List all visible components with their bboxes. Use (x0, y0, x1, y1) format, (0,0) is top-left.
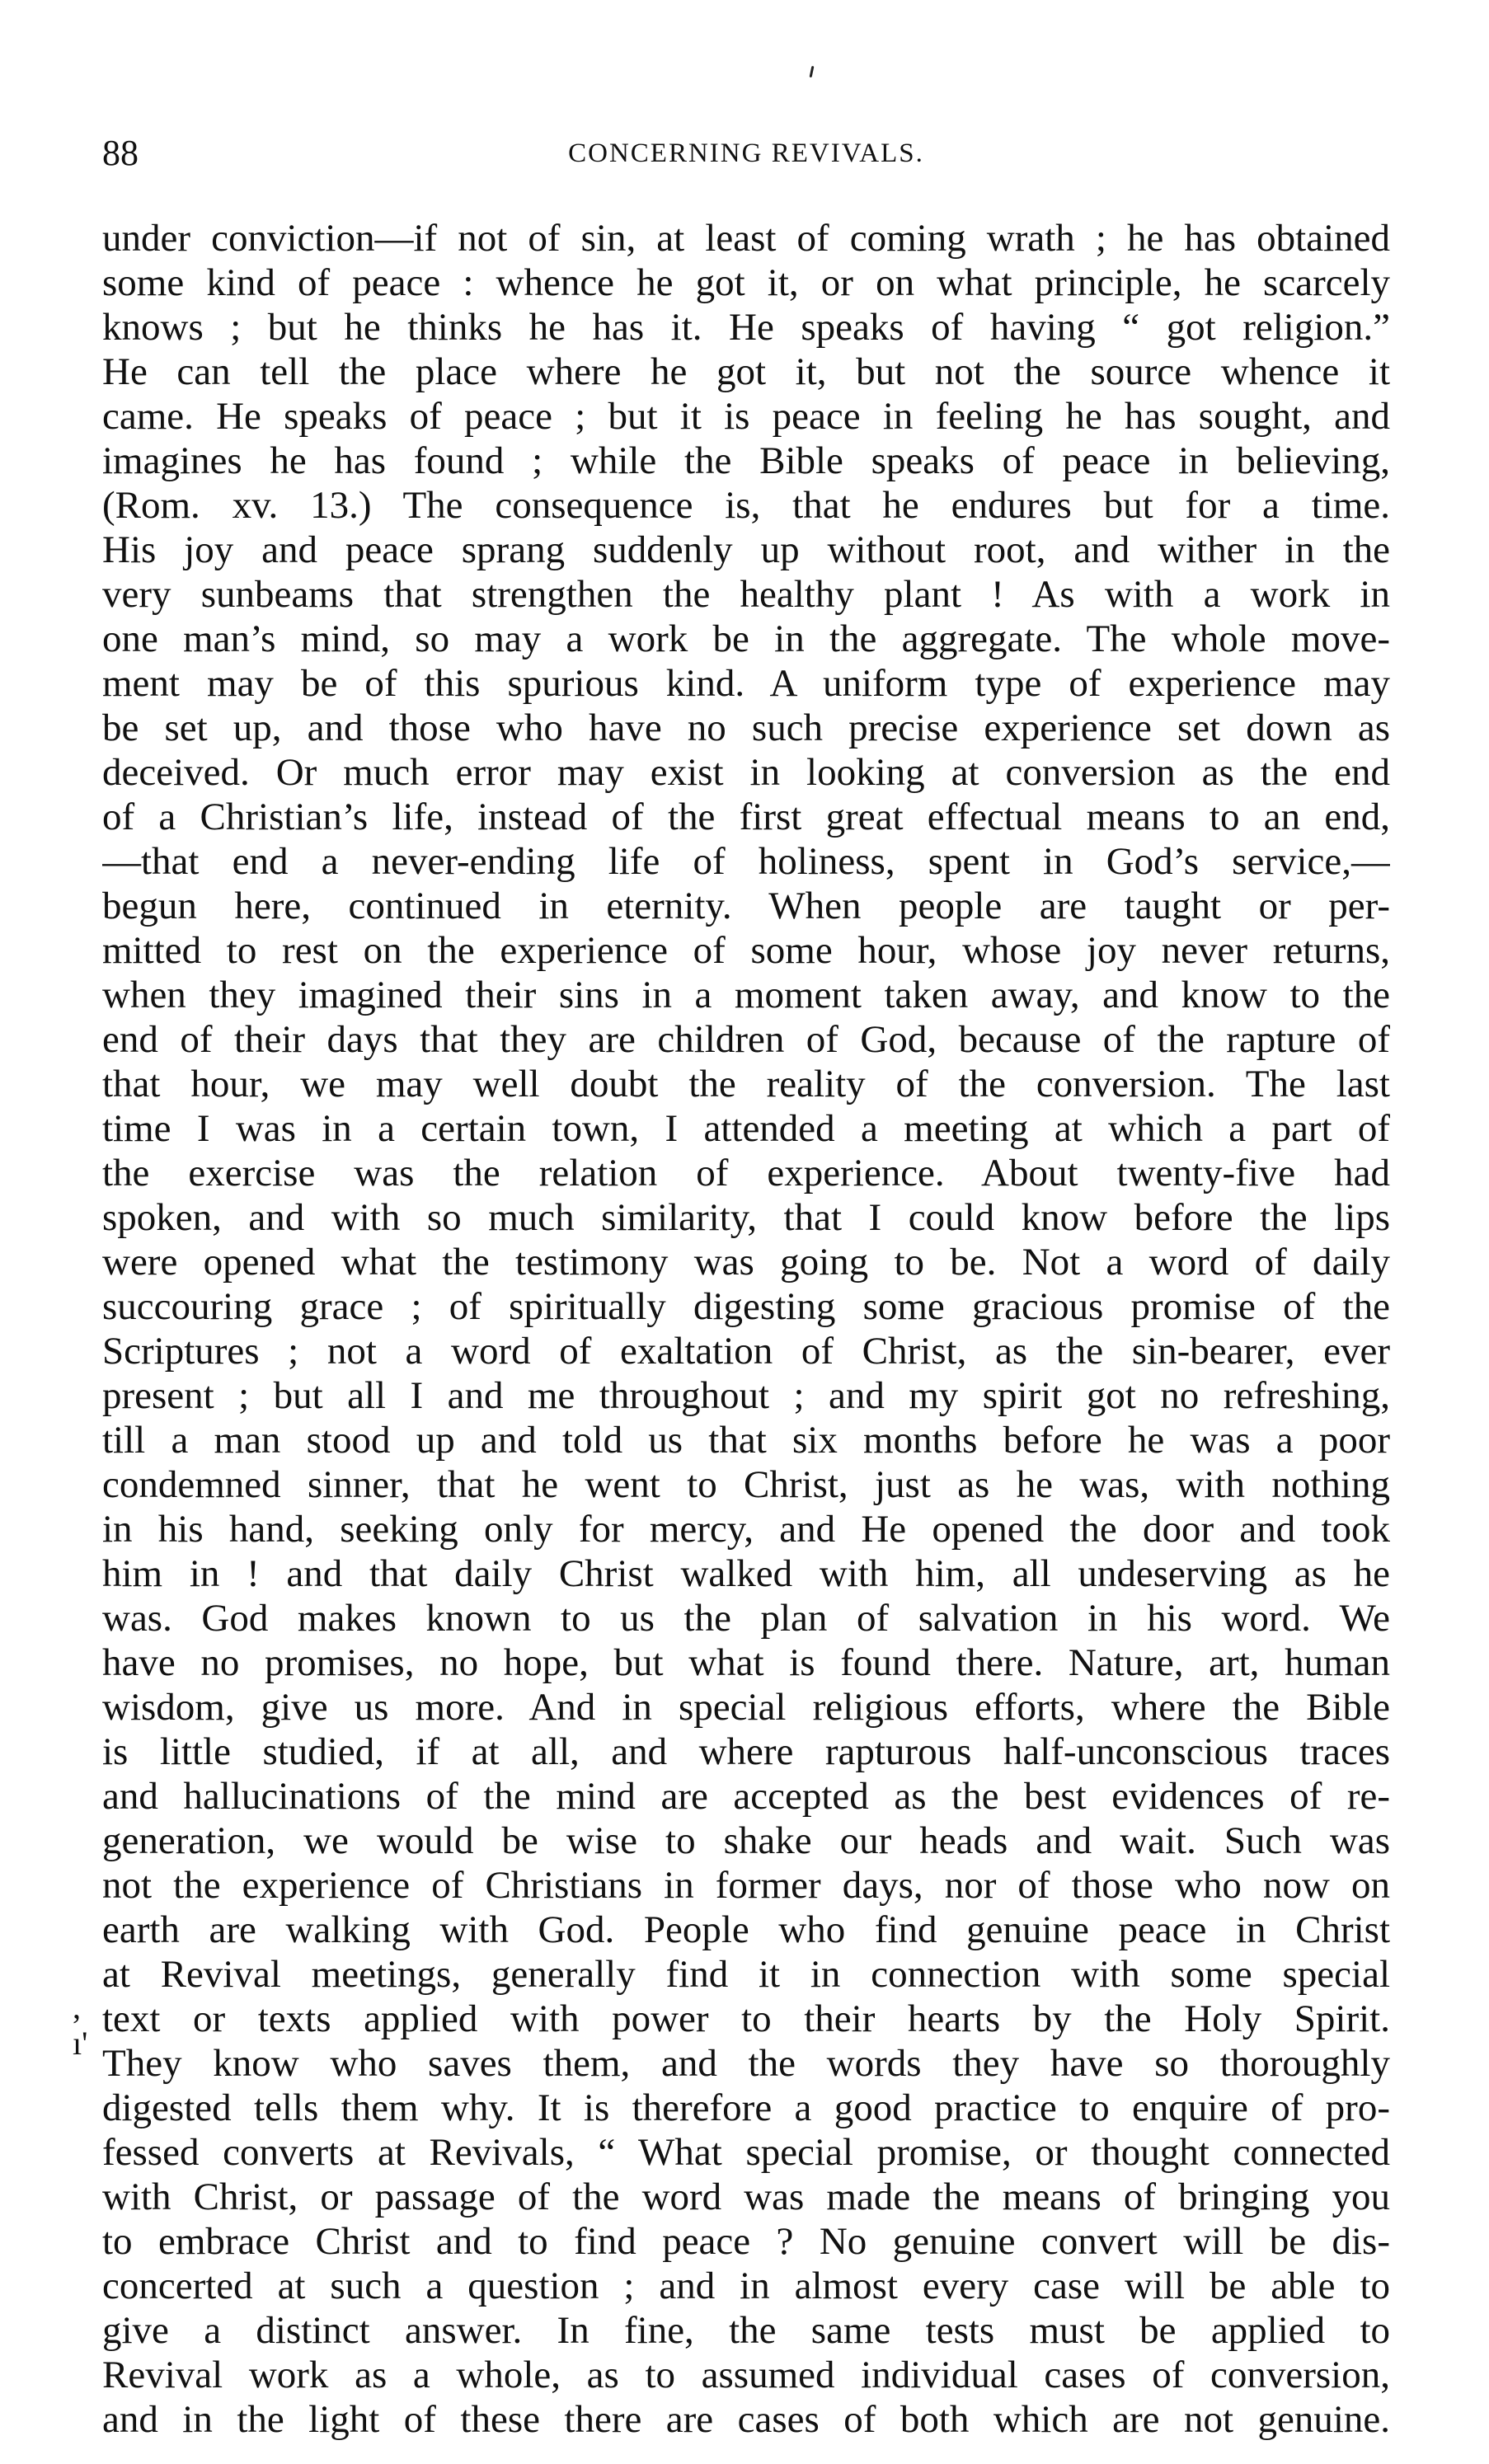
text-line: not the experience of Christians in former days, nor of those who now on (102, 1864, 1390, 1907)
text-line: condemned sinner, that he went to Christ, just as he was, with nothing (102, 1463, 1390, 1506)
text-line: text or texts applied with power to their hearts by the Holy Spirit. (102, 1997, 1390, 2040)
text-line: Scriptures ; not a word of exaltation of Christ, as the sin-bearer, ever (102, 1330, 1390, 1373)
text-line: He can tell the place where he got it, but not the source whence it (102, 350, 1390, 393)
running-head: CONCERNING REVIVALS. (568, 138, 924, 168)
text-line: end of their days that they are children of God, because of the rapture of (102, 1018, 1390, 1061)
text-line: very sunbeams that strengthen the healthy plant ! As with a work in (102, 573, 1390, 616)
text-line: at Revival meetings, generally find it in connection with some special (102, 1953, 1390, 1996)
text-line: knows ; but he thinks he has it. He speaks of having “ got religion.” (102, 306, 1390, 349)
body-text (102, 216, 1390, 2442)
text-line: —that end a never-ending life of holiness, spent in God’s service,— (102, 840, 1390, 883)
text-line: deceived. Or much error may exist in looking at conversion as the end (102, 751, 1390, 794)
text-line: fessed converts at Revivals, “ What special promise, or thought connected (102, 2131, 1390, 2174)
text-line: some kind of peace : whence he got it, or on what principle, he scarcely (102, 261, 1390, 304)
margin-mark: , (73, 1988, 81, 2025)
text-line: and in the light of these there are cases of both which are not genuine. (102, 2398, 1390, 2441)
page-header (102, 129, 1390, 178)
text-line: of a Christian’s life, instead of the first great effectual means to an end, (102, 796, 1390, 838)
text-line: time I was in a certain town, I attended a meeting at which a part of (102, 1107, 1390, 1150)
text-line: wisdom, give us more. And in special religious efforts, where the Bible (102, 1686, 1390, 1729)
text-line: ment may be of this spurious kind. A uniform type of experience may (102, 662, 1390, 705)
text-line: when they imagined their sins in a moment taken away, and know to the (102, 974, 1390, 1016)
text-line: one man’s mind, so may a work be in the aggregate. The whole move- (102, 617, 1390, 660)
text-line: under conviction—if not of sin, at least of coming wrath ; he has obtained (102, 217, 1390, 260)
text-line: Revival work as a whole, as to assumed individual cases of conversion, (102, 2354, 1390, 2396)
page-number: 88 (102, 133, 139, 173)
margin-mark: ı' (73, 2025, 88, 2062)
text-line: till a man stood up and told us that six months before he was a poor (102, 1419, 1390, 1462)
text-line: generation, we would be wise to shake our heads and wait. Such was (102, 1819, 1390, 1862)
text-line: in his hand, seeking only for mercy, and He opened the door and took (102, 1508, 1390, 1551)
text-line: have no promises, no hope, but what is found there. Nature, art, human (102, 1641, 1390, 1684)
text-line: the exercise was the relation of experience. About twenty-five had (102, 1152, 1390, 1194)
text-line: They know who saves them, and the words they have so thoroughly (102, 2042, 1390, 2085)
text-line: to embrace Christ and to find peace ? No genuine convert will be dis- (102, 2220, 1390, 2263)
text-line: succouring grace ; of spiritually digesting some gracious promise of the (102, 1285, 1390, 1328)
text-line: came. He speaks of peace ; but it is peace in feeling he has sought, and (102, 395, 1390, 438)
text-line: earth are walking with God. People who find genuine peace in Christ (102, 1908, 1390, 1951)
text-line: that hour, we may well doubt the reality of the conversion. The last (102, 1063, 1390, 1105)
text-line: (Rom. xv. 13.) The consequence is, that he endures but for a time. (102, 484, 1390, 527)
text-line: give a distinct answer. In fine, the same tests must be applied to (102, 2309, 1390, 2352)
text-line: mitted to rest on the experience of some hour, whose joy never returns, (102, 929, 1390, 972)
text-line: concerted at such a question ; and in almost every case will be able to (102, 2265, 1390, 2307)
text-line: were opened what the testimony was going to be. Not a word of daily (102, 1241, 1390, 1284)
text-line: spoken, and with so much similarity, that I could know before the lips (102, 1196, 1390, 1239)
text-line: with Christ, or passage of the word was made the means of bringing you (102, 2175, 1390, 2218)
text-line: imagines he has found ; while the Bible speaks of peace in believing, (102, 439, 1390, 482)
text-line: and hallucinations of the mind are accepted as the best evidences of re- (102, 1775, 1390, 1818)
text-line: him in ! and that daily Christ walked with him, all undeserving as he (102, 1552, 1390, 1595)
text-line: begun here, continued in eternity. When people are taught or per- (102, 885, 1390, 927)
text-line: be set up, and those who have no such precise experience set down as (102, 706, 1390, 749)
text-line: His joy and peace sprang suddenly up without root, and wither in the (102, 528, 1390, 571)
text-line: is little studied, if at all, and where rapturous half-unconscious traces (102, 1730, 1390, 1773)
text-line: present ; but all I and me throughout ; and my spirit got no refreshing, (102, 1374, 1390, 1417)
ink-speck (810, 66, 815, 77)
text-line: digested tells them why. It is therefore a good practice to enquire of pro- (102, 2086, 1390, 2129)
text-line: was. God makes known to us the plan of salvation in his word. We (102, 1597, 1390, 1640)
